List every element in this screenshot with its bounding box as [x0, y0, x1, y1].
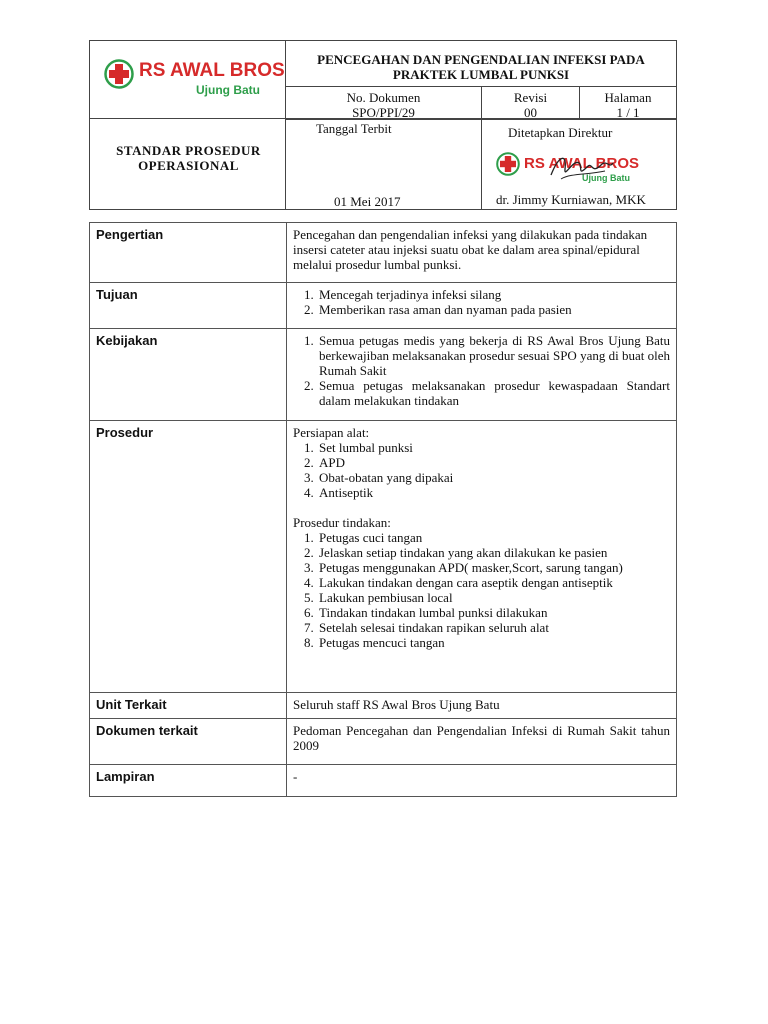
- row-label: Lampiran: [90, 765, 287, 797]
- list-item: 6. Tindakan tindakan lumbal punksi dilakukan: [317, 605, 670, 620]
- list-item: 1. Set lumbal punksi: [317, 440, 670, 455]
- revision-value: 00: [524, 105, 537, 120]
- list-item: 4. Lakukan tindakan dengan cara aseptik dengan antiseptik: [317, 575, 670, 590]
- revision-label: Revisi: [513, 90, 548, 105]
- signature-icon: [547, 149, 617, 185]
- list-item: 5. Lakukan pembiusan local: [317, 590, 670, 605]
- list-item: 2. APD: [317, 455, 670, 470]
- document-title: PENCEGAHAN DAN PENGENDALIAN INFEKSI PADA PRAKTEK LUMBAL PUNKSI: [317, 52, 645, 82]
- list-item: 3. Obat-obatan yang dipakai: [317, 470, 670, 485]
- row-label: Pengertian: [90, 223, 287, 283]
- row-label: Prosedur: [90, 421, 287, 693]
- document-header: [89, 40, 677, 210]
- list-item: 1. Mencegah terjadinya infeksi silang: [317, 287, 670, 302]
- list-item: 3. Petugas menggunakan APD( masker,Scort, sarung tangan): [317, 560, 670, 575]
- list-item: 2. Jelaskan setiap tindakan yang akan dilakukan ke pasien: [317, 545, 670, 560]
- sop-title: STANDAR PROSEDUR OPERASIONAL: [116, 143, 261, 173]
- row-label: Unit Terkait: [90, 693, 287, 719]
- sop-content-table: [89, 222, 677, 797]
- row-prosedur: [90, 421, 677, 693]
- row-label: Tujuan: [90, 283, 287, 329]
- approved-label: Ditetapkan Direktur: [508, 125, 613, 140]
- page-value: 1 / 1: [616, 105, 640, 120]
- title-cell: [285, 40, 677, 87]
- stamp-logo-name: RS AWAL BROS: [524, 155, 640, 172]
- row-lampiran: [90, 765, 677, 797]
- doc-number-cell: [285, 86, 482, 120]
- tujuan-list: [293, 287, 670, 317]
- list-item: 4. Antiseptik: [317, 485, 670, 500]
- sop-cell: [89, 118, 286, 210]
- list-item: 1. Semua petugas medis yang bekerja di RS Awal Bros Ujung Batu berkewajiban melaksanakan prosedur sesuai SPO yang di buat oleh Rumah Sakit: [317, 333, 670, 378]
- doc-number: SPO/PPI/29: [352, 105, 415, 120]
- row-tujuan: [90, 283, 677, 329]
- director-name: dr. Jimmy Kurniawan, MKK: [496, 192, 646, 207]
- action-list: [293, 530, 670, 650]
- page-label: Halaman: [604, 90, 652, 105]
- stamp-logo-subtitle: Ujung Batu: [582, 173, 630, 183]
- list-item: 8. Petugas mencuci tangan: [317, 635, 670, 650]
- list-item: 2. Semua petugas melaksanakan prosedur kewaspadaan Standart dalam melakukan tindakan: [317, 378, 670, 408]
- date-cell: [285, 118, 482, 210]
- row-dokumen-terkait: [90, 719, 677, 765]
- action-title: Prosedur tindakan:: [293, 515, 391, 530]
- date-label: Tanggal Terbit: [316, 121, 392, 136]
- logo-name: RS AWAL BROS: [139, 60, 285, 81]
- row-kebijakan: [90, 329, 677, 421]
- row-pengertian: [90, 223, 677, 283]
- dokumen-text: Pedoman Pencegahan dan Pengendalian Infeksi di Rumah Sakit tahun 2009: [287, 719, 677, 765]
- director-stamp-logo-icon: [496, 152, 520, 176]
- hospital-logo-icon: [104, 59, 134, 89]
- lampiran-text: -: [287, 765, 677, 797]
- row-label: Dokumen terkait: [90, 719, 287, 765]
- prep-title: Persiapan alat:: [293, 425, 370, 440]
- unit-text: Seluruh staff RS Awal Bros Ujung Batu: [287, 693, 677, 719]
- list-item: 2. Memberikan rasa aman dan nyaman pada pasien: [317, 302, 670, 317]
- list-item: 7. Setelah selesai tindakan rapikan seluruh alat: [317, 620, 670, 635]
- doc-number-label: No. Dokumen: [346, 90, 421, 105]
- row-label: Kebijakan: [90, 329, 287, 421]
- kebijakan-list: [293, 333, 670, 408]
- list-item: 1. Petugas cuci tangan: [317, 530, 670, 545]
- logo-cell: [89, 40, 286, 119]
- row-unit-terkait: [90, 693, 677, 719]
- logo-subtitle: Ujung Batu: [196, 83, 260, 97]
- revision-cell: [481, 86, 580, 120]
- page-cell: [579, 86, 677, 120]
- date-value: 01 Mei 2017: [334, 194, 401, 209]
- director-cell: [481, 118, 677, 210]
- pengertian-text: Pencegahan dan pengendalian infeksi yang dilakukan pada tindakan insersi cateter atau injeksi suatu obat ke dalam area spinal/epidural melalui prosedur lumbal punksi.: [287, 223, 677, 283]
- prep-list: [293, 440, 670, 500]
